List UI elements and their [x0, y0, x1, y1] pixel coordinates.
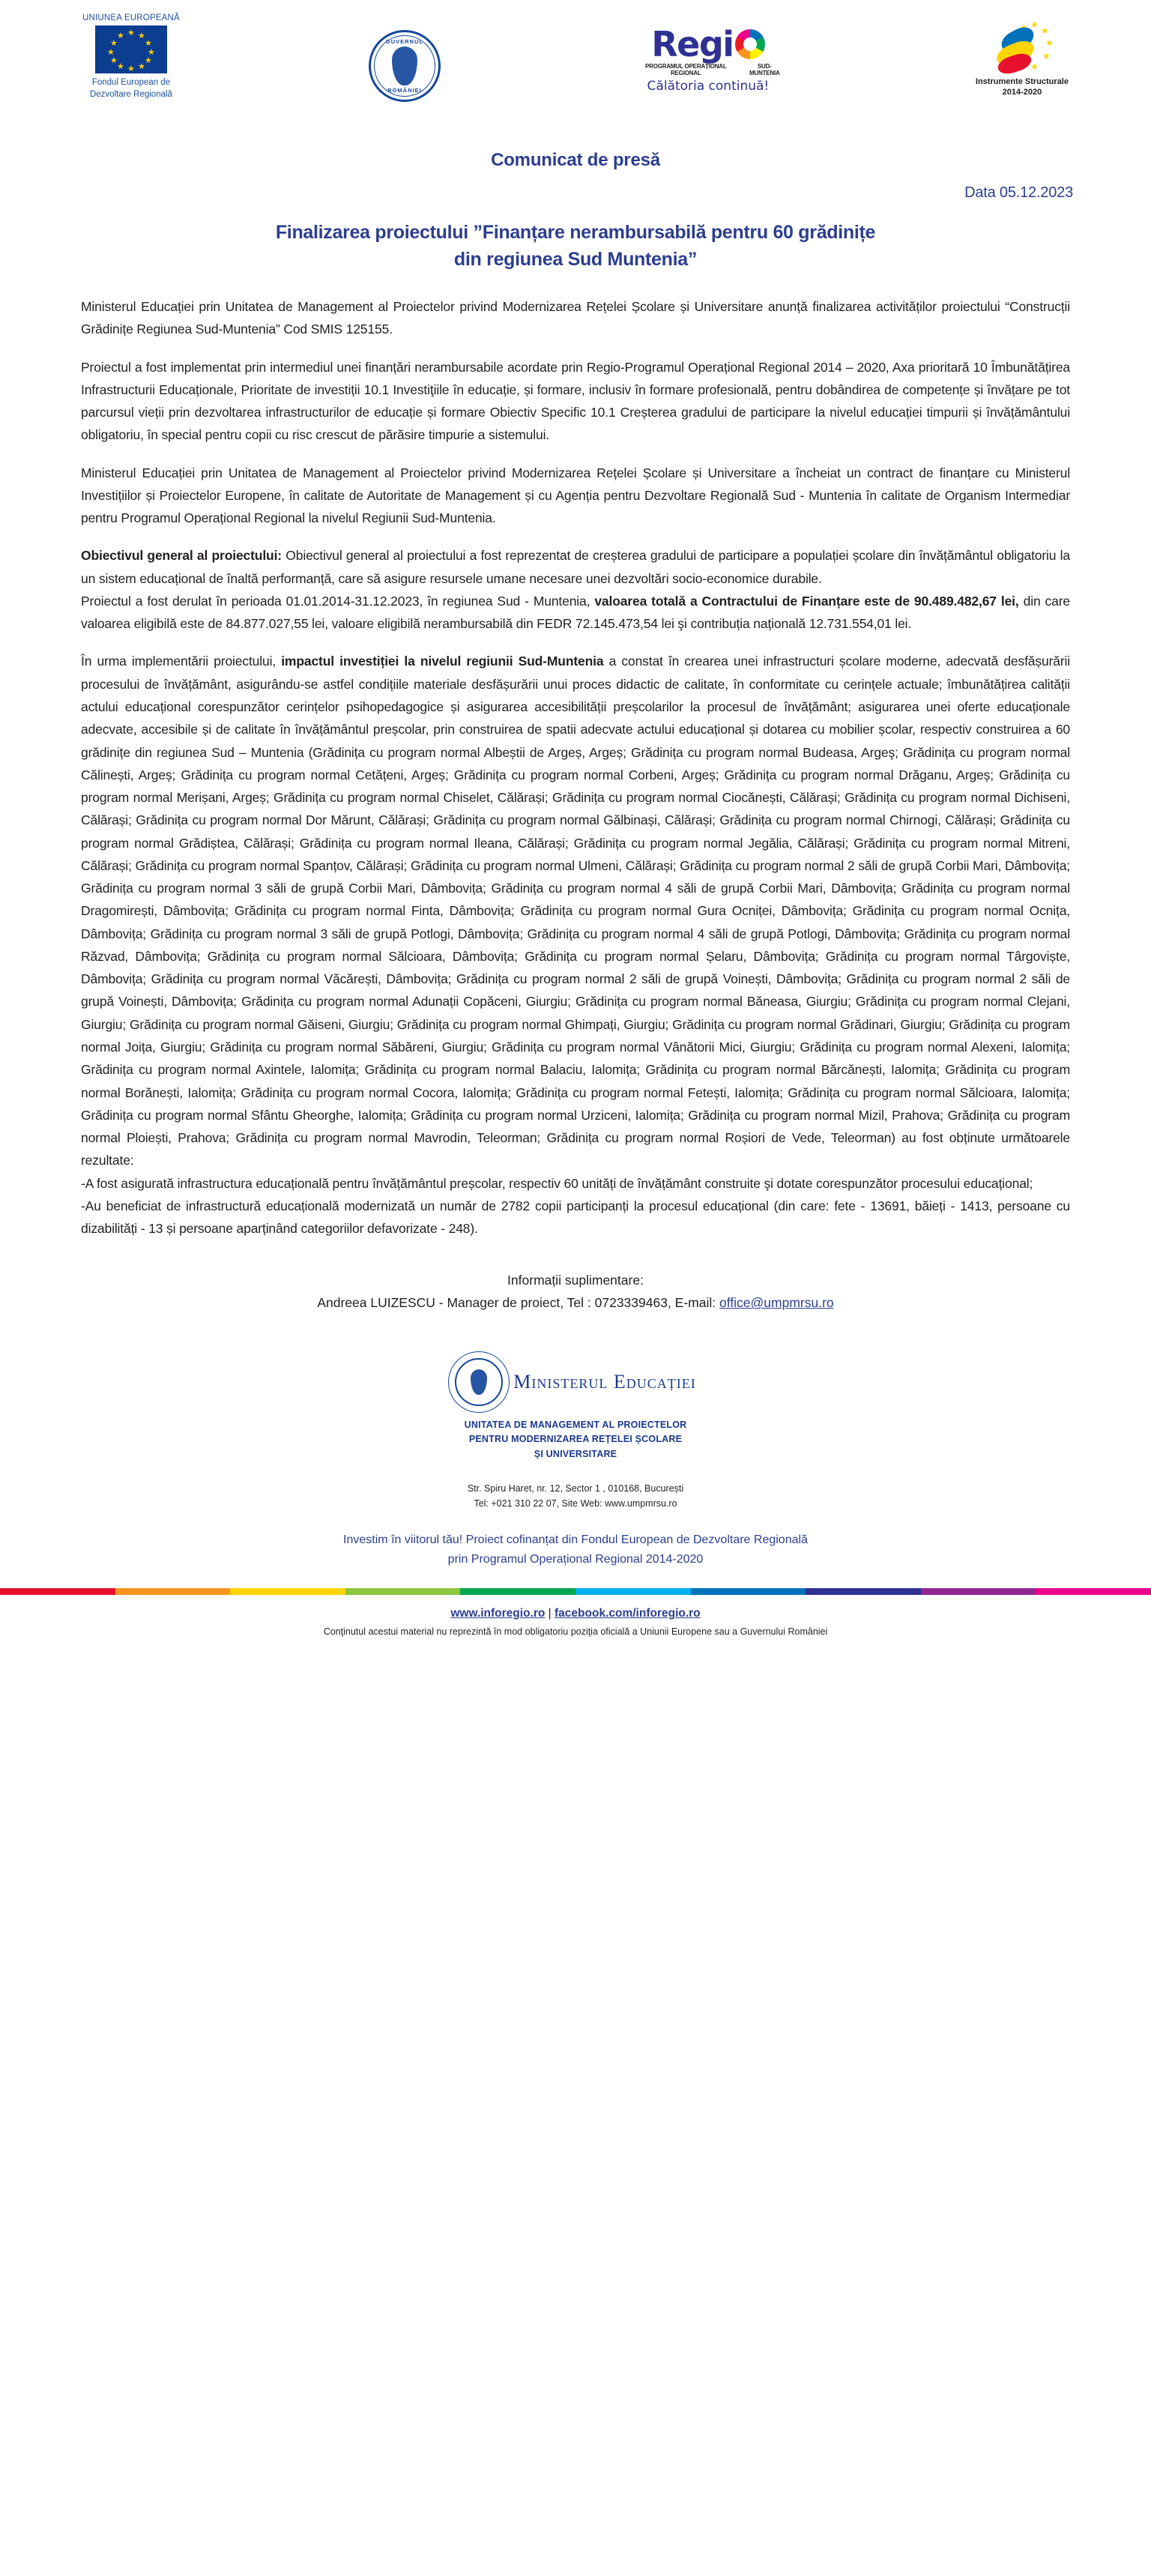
seal-crest-icon [392, 46, 417, 85]
ministry-dept-line1: UNITATEA DE MANAGEMENT AL PROIECTELOR [464, 1419, 687, 1430]
rainbow-segment [345, 1588, 461, 1595]
page-title-line1: Finalizarea proiectului ”Finanțare nerambursabilă pentru 60 grădinițe [275, 222, 876, 243]
impact-lead-text: În urma implementării proiectului, [81, 654, 282, 669]
government-logo [369, 30, 441, 102]
rainbow-segment [460, 1588, 576, 1595]
eu-flag-icon: ★ ★ ★ ★ ★ ★ ★ ★ ★ ★ ★ ★ [95, 25, 167, 73]
regio-subtitle-row [629, 63, 787, 76]
ministry-crest-icon [471, 1369, 487, 1395]
si-caption-line1: Instrumente Structurale [975, 77, 1069, 86]
regio-sub-right: SUD-MUNTENIA [749, 63, 780, 76]
contact-email-link[interactable]: office@umpmrsu.ro [719, 1295, 834, 1311]
financial-total-value: valoarea totală a Contractului de Finanțare este de 90.489.482,67 lei, [594, 593, 1019, 609]
regio-wordmark-row [651, 24, 764, 64]
ministry-name: Ministerul Educației [513, 1370, 696, 1393]
ministry-phone-site: Tel: +021 310 22 07, Site Web: www.umpmrsu.ro [474, 1497, 677, 1509]
rainbow-segment [1036, 1588, 1151, 1595]
rainbow-segment [806, 1588, 921, 1595]
impact-highlight: impactul investiției la nivelul regiunii Sud-Muntenia [281, 654, 604, 669]
page-title-line2: din regiunea Sud Muntenia” [453, 248, 698, 270]
contact-heading: Informații suplimentare: [507, 1273, 644, 1288]
ministry-title-row [81, 1358, 1070, 1406]
eu-logo-caption-top: UNIUNEA EUROPEANĂ [82, 13, 180, 22]
ministry-dept-line2: PENTRU MODERNIZAREA REȚELEI ȘCOLARE [468, 1434, 683, 1445]
eu-logo [82, 13, 180, 100]
regio-logo [629, 24, 787, 94]
rainbow-divider [0, 1588, 1151, 1595]
site-separator: | [548, 1607, 552, 1620]
ministry-seal-icon [455, 1358, 503, 1406]
ministry-dept-line3: ȘI UNIVERSITARE [534, 1448, 617, 1459]
header-logo-strip [0, 0, 1151, 142]
contact-block [81, 1270, 1070, 1315]
structural-instruments-caption [976, 76, 1069, 98]
result-item-infrastructure: -A fost asigurată infrastructura educațională pentru învățământul preșcolar, respectiv 60 unități de învățământ construite şi dotate corespunzător procesului educațional; [81, 1175, 1033, 1191]
paragraph-funding-program: Proiectul a fost implementat prin intermediul unei finanțări nerambursabile acordate prin Regio-Programul Operațional Regional 2014 – 2020, Axa prioritară 10 Îmbunătățirea Infrastructurii Educaționale, Prioritate de investiții 10.1 Investiţiile în educație, și formare, inclusiv în formare profesională, pentru dobândirea de competențe și învățare pe tot parcursul vieții prin dezvoltarea infrastructurilor de educație și formare Obiectiv Specific 10.1 Creșterea gradului de participare la nivelul educației timpurii și învățământului obligatoriu, în special pentru copii cu risc crescut de părăsire timpurie a sistemului. [81, 359, 1070, 443]
regio-colorwheel-icon [735, 29, 765, 59]
inforegio-facebook-link[interactable]: facebook.com/inforegio.ro [555, 1607, 701, 1620]
general-objective-label: Obiectivul general al proiectului: [81, 548, 282, 564]
rainbow-segment [691, 1588, 806, 1595]
paragraph-impact-and-kindergarten-list [81, 650, 1070, 1171]
rainbow-segment [230, 1588, 345, 1595]
ministry-address: Str. Spiru Haret, nr. 12, Sector 1 , 010168, București [467, 1482, 684, 1494]
investment-slogan-line2: prin Programul Operațional Regional 2014-2020 [447, 1552, 704, 1566]
general-objective-text: Obiectivul general al proiectului a fost reprezentat de creșterea gradului de participare a populației școlare din învățământul obligatoriu la un sistem educațional de înaltă performanță, care să asigure resursele umane necesare unei dezvoltări socio-economice durabile. [81, 548, 1070, 586]
financial-period-text: Proiectul a fost derulat în perioada 01.01.2014-31.12.2023, în regiunea Sud - Muntenia, [81, 593, 595, 609]
contact-person-line: Andreea LUIZESCU - Manager de proiect, Tel : 0723339463, E-mail: [317, 1295, 719, 1311]
website-line [0, 1607, 1151, 1620]
rainbow-segment [921, 1588, 1036, 1595]
romania-seal-icon [369, 30, 441, 102]
rainbow-segment [576, 1588, 691, 1595]
page-title [141, 220, 1010, 273]
paragraph-general-objective [81, 544, 1070, 590]
contact-details [81, 1292, 1070, 1315]
regio-tagline: Călătoria continuă! [647, 79, 770, 94]
eu-caption-line1: Fondul European de [91, 78, 171, 87]
press-release-label: Comunicat de presă [491, 150, 660, 170]
document-body [0, 295, 1151, 1569]
gov-word-bottom: ROMÂNIEI [387, 87, 422, 94]
ministry-footer [81, 1358, 1070, 1569]
si-caption-line2: 2014-2020 [1002, 88, 1042, 97]
regio-wordmark: Regi [651, 24, 734, 64]
ministry-address-block [81, 1481, 1070, 1511]
kindergarten-list-text: a constat în crearea unei infrastructuri școlare moderne, adecvată desfășurării procesului de învățământ, asigurându-se astfel condițiile materiale desfășurării unui proces didactic de calitate, în conformitate cu cerințele actuale; îmbunătățirea calității actului educațional corespunzător cerințelor psihopedagogice și asigurarea accesibilității preșcolarilor la procesul de învățământ; asigurarea unei oferte educaționale adecvate, accesibile și de calitate în învățământul preșcolar, prin construirea de spatii adecvate actului educațional și dotarea cu mobilier școlar, respectiv construirea a 60 grădinițe din regiunea Sud – Muntenia (Grădinița cu program normal Albeștii de Argeș, Argeș; Grădinița cu program normal Budeasa, Argeş; Grădinița cu program normal Călinești, Argeș; Grădinița cu program normal Cetățeni, Argeș; Grădinița cu program normal Corbeni, Argeș; Grădinița cu program normal Drăganu, Argeș; Grădinița cu program normal Merișani, Argeș; Grădinița cu program normal Chiselet, Călărași; Grădinița cu program normal Ciocănești, Călărași; Grădinița cu program normal Dichiseni, Călărași; Grădinița cu program normal Dor Mărunt, Călărași; Grădinița cu program normal Gălbinași, Călărași; Grădinița cu program normal Chirnogi, Călărași; Grădinița cu program normal Grădiștea, Călărași; Grădinița cu program normal Ileana, Călărași; Grădinița cu program normal Jegălia, Călărași; Grădinița cu program normal Mitreni, Călărași; Grădinița cu program normal Spanțov, Călărași; Grădinița cu program normal Ulmeni, Călărași; Grădinița cu program normal 2 săli de grupă Corbii Mari, Dâmbovița; Grădinița cu program normal 3 săli de grupă Corbii Mari, Dâmbovița; Grădinița cu program normal 4 săli de grupă Corbii Mari, Dâmbovița; Grădinița cu program normal Dragomirești, Dâmbovița; Grădinița cu program normal Finta, Dâmbovița; Grădinița cu program normal Gura Ocniței, Dâmbovița; Grădinița cu program normal Ocnița, Dâmbovița; Grădinița cu program normal 3 săli de grupă Potlogi, Dâmbovița; Grădinița cu program normal 4 săli de grupă Potlogi, Dâmbovița; Grădinița cu program normal Răzvad, Dâmbovița; Grădinița cu program normal Sălcioara, Dâmbovița; Grădinița cu program normal Șelaru, Dâmbovița; Grădinița cu program normal Târgoviște, Dâmbovița; Grădinița cu program normal Văcărești, Dâmbovița; Grădinița cu program normal 2 săli de grupă Voinești, Dâmbovița; Grădinița cu program normal 2 săli de grupă Voinești, Dâmbovița; Grădinița cu program normal Adunații Copăceni, Giurgiu; Grădinița cu program normal Băneasa, Giurgiu; Grădinița cu program normal Clejani, Giurgiu; Grădinița cu program normal Găiseni, Giurgiu; Grădinița cu program normal Ghimpați, Giurgiu; Grădinița cu program normal Grădinari, Giurgiu; Grădinița cu program normal Joița, Giurgiu; Grădinița cu program normal Săbăreni, Giurgiu; Grădinița cu program normal Vânătorii Mici, Giurgiu; Grădinița cu program normal Alexeni, Ialomița; Grădinița cu program normal Axintele, Ialomița; Grădinița cu program normal Balaciu, Ialomița; Grădinița cu program normal Bărcănești, Ialomița; Grădinița cu program normal Borănești, Ialomița; Grădinița cu program normal Cocora, Ialomița; Grădinița cu program normal Fetești, Ialomița; Grădinița cu program normal Sălcioara, Ialomița; Grădinița cu program normal Sfântu Gheorghe, Ialomița; Grădinița cu program normal Urziceni, Ialomița; Grădinița cu program normal Mizil, Prahova; Grădinița cu program normal Ploiești, Prahova; Grădinița cu program normal Mavrodin, Teleorman; Grădinița cu program normal Roșiori de Vede, Teleorman) au fost obținute următoarele rezultate: [81, 654, 1070, 1168]
result-item-beneficiaries: -Au beneficiat de infrastructură educațională modernizată un număr de 2782 copii participanți la procesul educațional (din care: fete - 13691, băieți - 1413, persoane cu dizabilități - 13 și persoane aparținând categoriilor defavorizate - 248). [81, 1198, 1070, 1237]
paragraph-intro: Ministerul Educației prin Unitatea de Management al Proiectelor privind Modernizarea Rețelei Școlare și Universitare anunță finalizarea activităților proiectului “Construcții Grădinițe Regiunea Sud-Muntenia” Cod SMIS 125155. [81, 299, 1070, 337]
structural-instruments-icon: ★ ★ ★ ★ ★ [988, 19, 1056, 73]
investment-slogan-line1: Investim în viitorul tău! Proiect cofinanțat din Fondul European de Dezvoltare Regională [343, 1533, 808, 1546]
inforegio-site-link[interactable]: www.inforegio.ro [450, 1607, 546, 1620]
structural-instruments-logo [976, 19, 1069, 98]
paragraph-contract-authorities: Ministerul Educației prin Unitatea de Management al Proiectelor privind Modernizarea Rețelei Școlare și Universitare a încheiat un contract de finanțare cu Ministerul Investițiilor și Proiectelor Europene, în calitate de Autoritate de Management și cu Agenția pentru Dezvoltare Regională Sud - Muntenia în calitate de Organism Intermediar pentru Programul Operațional Regional la nivelul Regiunii Sud-Muntenia. [81, 465, 1070, 526]
gov-word-top: GUVERNUL [385, 38, 423, 45]
investment-slogan [81, 1530, 1070, 1569]
document-date: Data 05.12.2023 [964, 184, 1073, 201]
ministry-department [81, 1418, 1070, 1462]
regio-sub-left: PROGRAMUL OPERAȚIONAL REGIONAL [645, 63, 727, 76]
financial-breakdown-text: din care valoarea eligibilă este de 84.877.027,55 lei, valoare eligibilă nerambursabilă din FEDR 72.145.473,54 lei şi contribuția națională 12.731.554,01 lei. [81, 593, 1070, 632]
eu-caption-line2: Dezvoltare Regională [89, 89, 172, 99]
paragraph-financial-values [81, 590, 1070, 636]
legal-disclaimer: Conţinutul acestui material nu reprezintă în mod obligatoriu poziţia oficială a Uniunii Europene sau a Guvernului României [323, 1626, 828, 1638]
rainbow-segment [0, 1588, 115, 1595]
rainbow-segment [115, 1588, 231, 1595]
eu-logo-caption-bottom [90, 77, 172, 100]
